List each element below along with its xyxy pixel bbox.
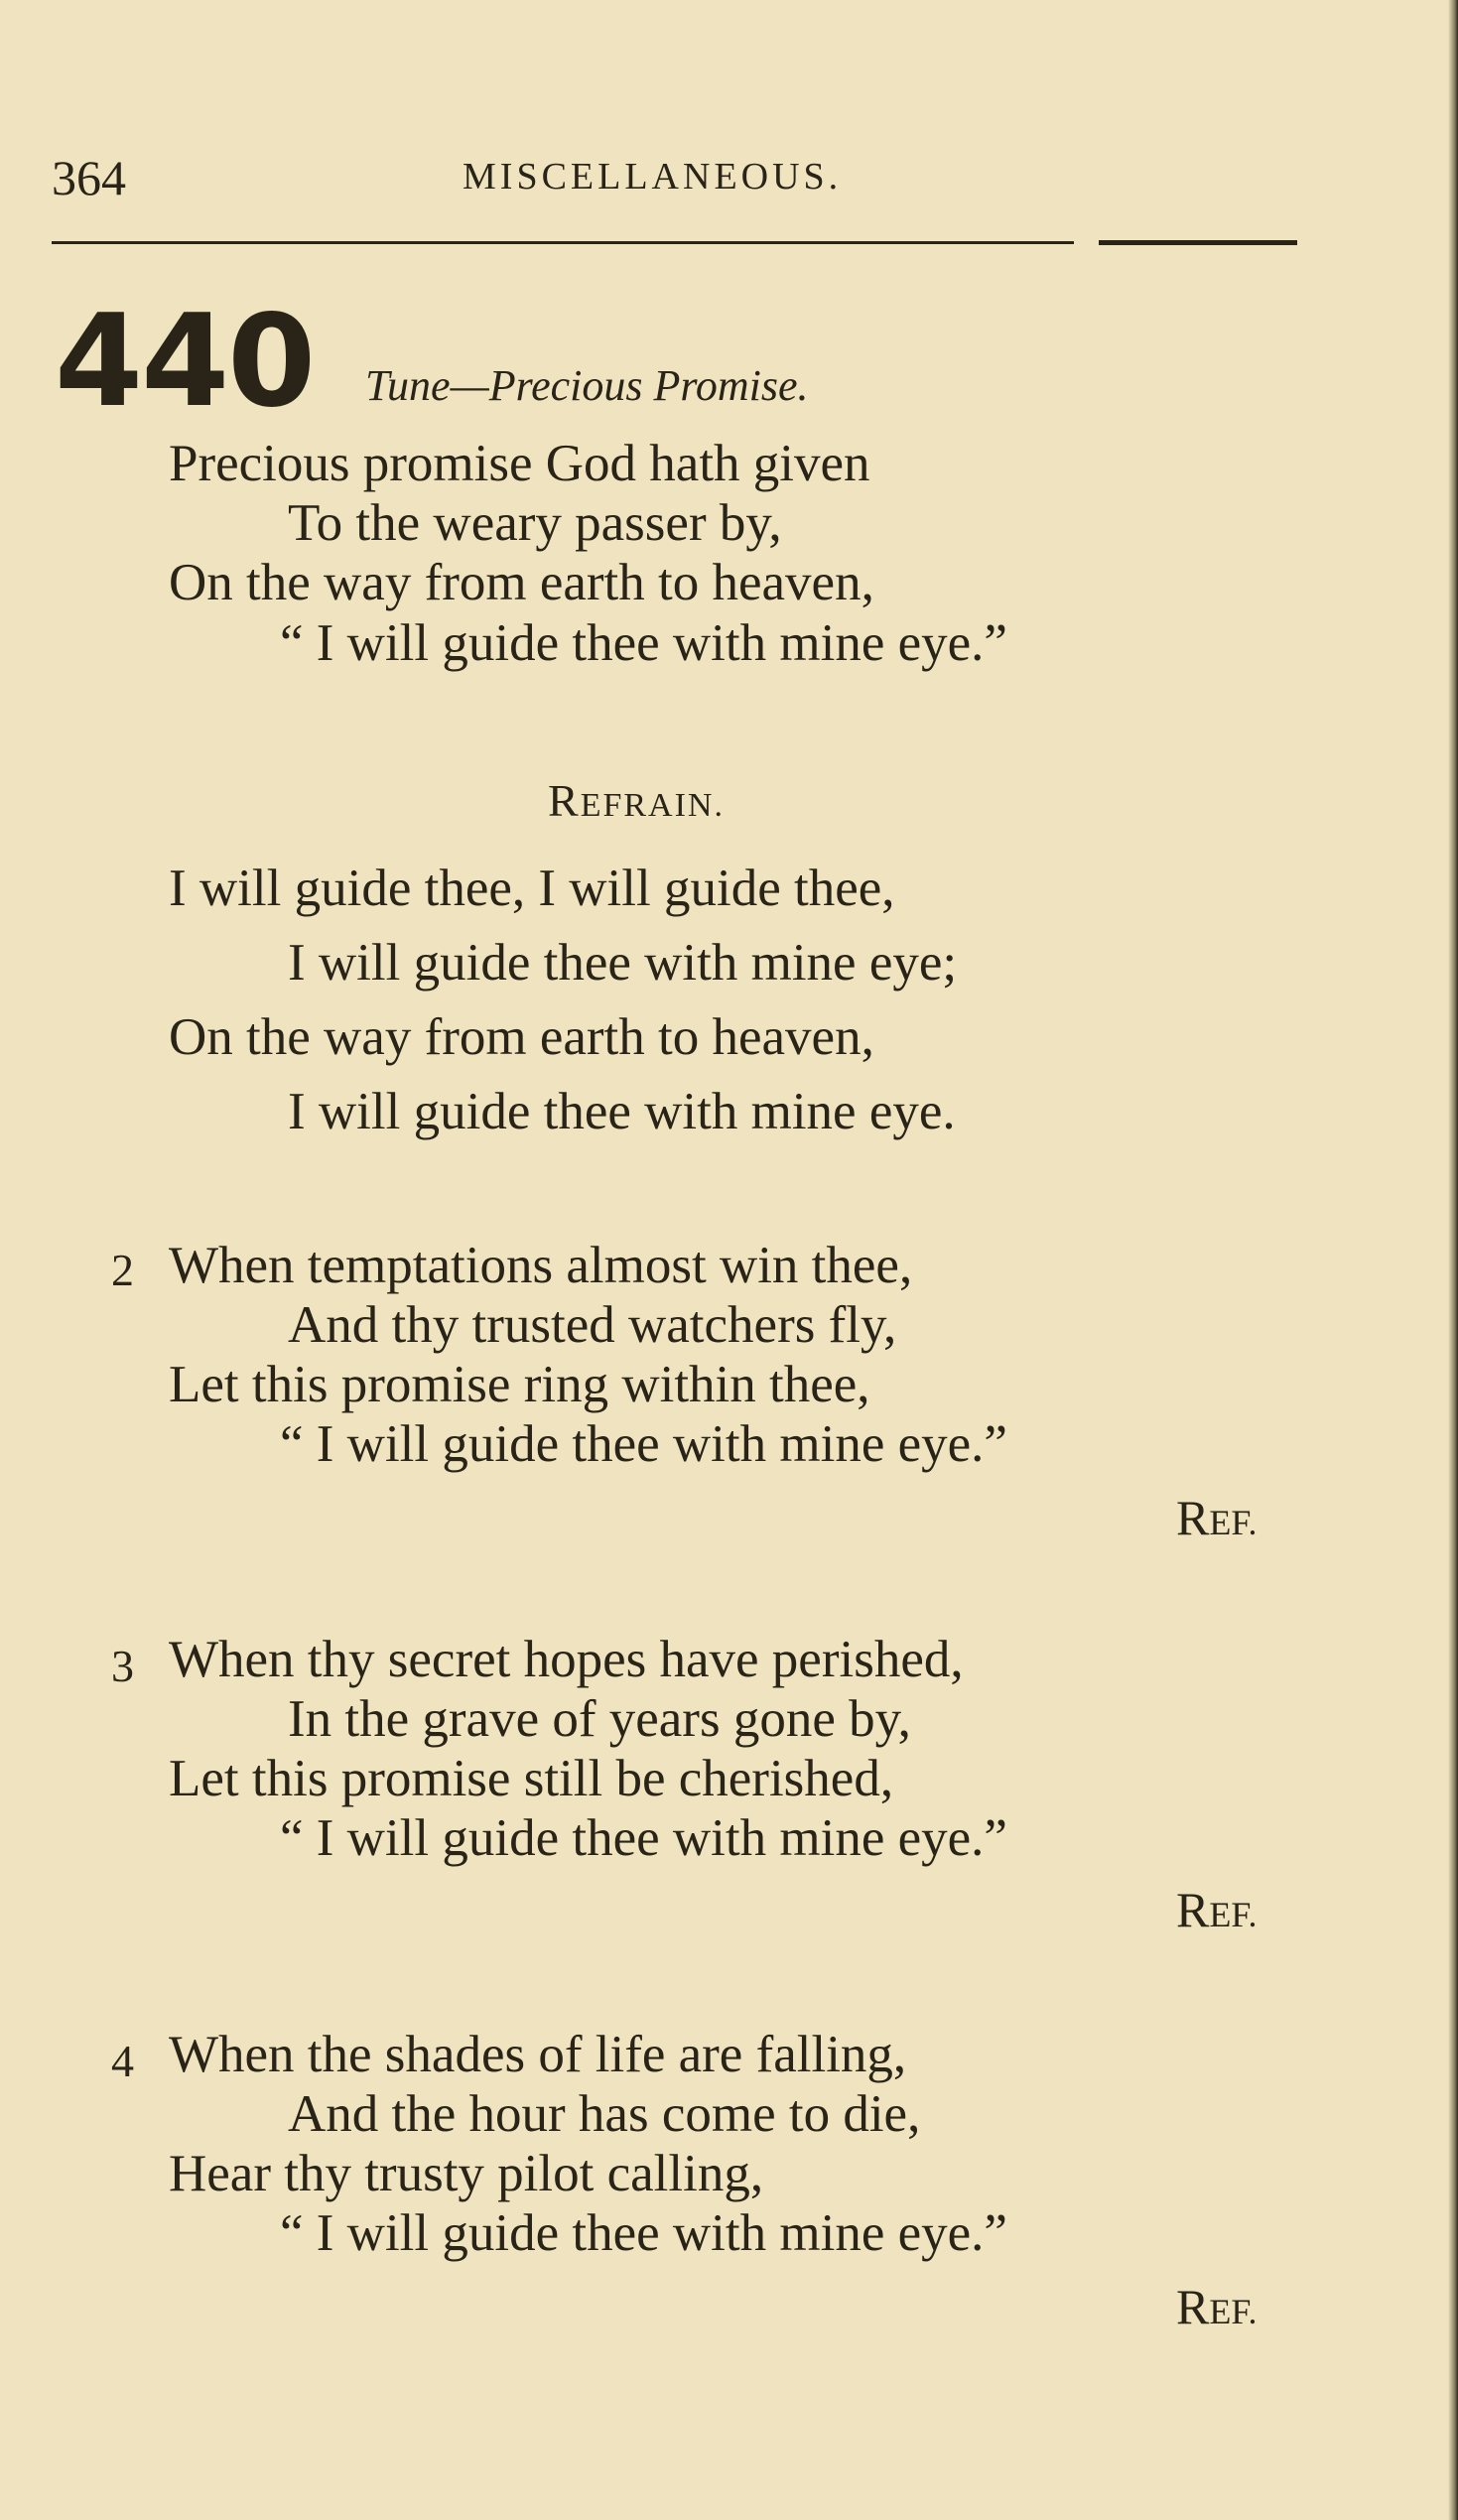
- verse-2-number: 2: [111, 1245, 134, 1295]
- verse-1-line-2: To the weary passer by,: [288, 494, 782, 552]
- ref-marker: REF.: [1176, 1882, 1258, 1937]
- verse-1-line-1: Precious promise God hath given: [169, 435, 870, 492]
- verse-4-line-1: When the shades of life are falling,: [169, 2026, 907, 2083]
- verse-3-line-1: When thy secret hopes have perished,: [169, 1631, 964, 1688]
- refrain-heading: REFRAIN.: [548, 775, 725, 826]
- hymn-number: 440: [55, 288, 315, 436]
- ref-marker: REF.: [1176, 1490, 1258, 1545]
- verse-3-line-3: Let this promise still be cherished,: [169, 1750, 894, 1807]
- verse-2-line-4: “ I will guide thee with mine eye.”: [280, 1415, 1007, 1473]
- header-rule-end: [1099, 240, 1297, 245]
- verse-2-line-1: When temptations almost win thee,: [169, 1237, 913, 1294]
- running-head: MISCELLANEOUS.: [463, 156, 843, 198]
- page-edge-shadow: [1448, 0, 1458, 2520]
- refrain-line-3: On the way from earth to heaven,: [169, 1008, 874, 1066]
- verse-1-line-3: On the way from earth to heaven,: [169, 554, 874, 611]
- refrain-line-2: I will guide thee with mine eye;: [288, 934, 958, 992]
- verse-4-line-2: And the hour has come to die,: [288, 2085, 921, 2143]
- verse-2-line-3: Let this promise ring within thee,: [169, 1356, 870, 1413]
- page-number: 364: [52, 150, 126, 205]
- header-rule: [52, 241, 1074, 244]
- verse-3-line-4: “ I will guide thee with mine eye.”: [280, 1809, 1007, 1867]
- verse-1-line-4: “ I will guide thee with mine eye.”: [280, 614, 1007, 672]
- tune-line: Tune—Precious Promise.: [365, 361, 809, 410]
- verse-3-line-2: In the grave of years gone by,: [288, 1690, 911, 1748]
- verse-3-number: 3: [111, 1641, 134, 1691]
- verse-4-line-4: “ I will guide thee with mine eye.”: [280, 2204, 1007, 2262]
- refrain-line-4: I will guide thee with mine eye.: [288, 1083, 956, 1140]
- verse-4-number: 4: [111, 2036, 134, 2086]
- refrain-line-1: I will guide thee, I will guide thee,: [169, 860, 895, 917]
- ref-marker: REF.: [1176, 2279, 1258, 2334]
- verse-4-line-3: Hear thy trusty pilot calling,: [169, 2145, 764, 2202]
- verse-2-line-2: And thy trusted watchers fly,: [288, 1296, 897, 1354]
